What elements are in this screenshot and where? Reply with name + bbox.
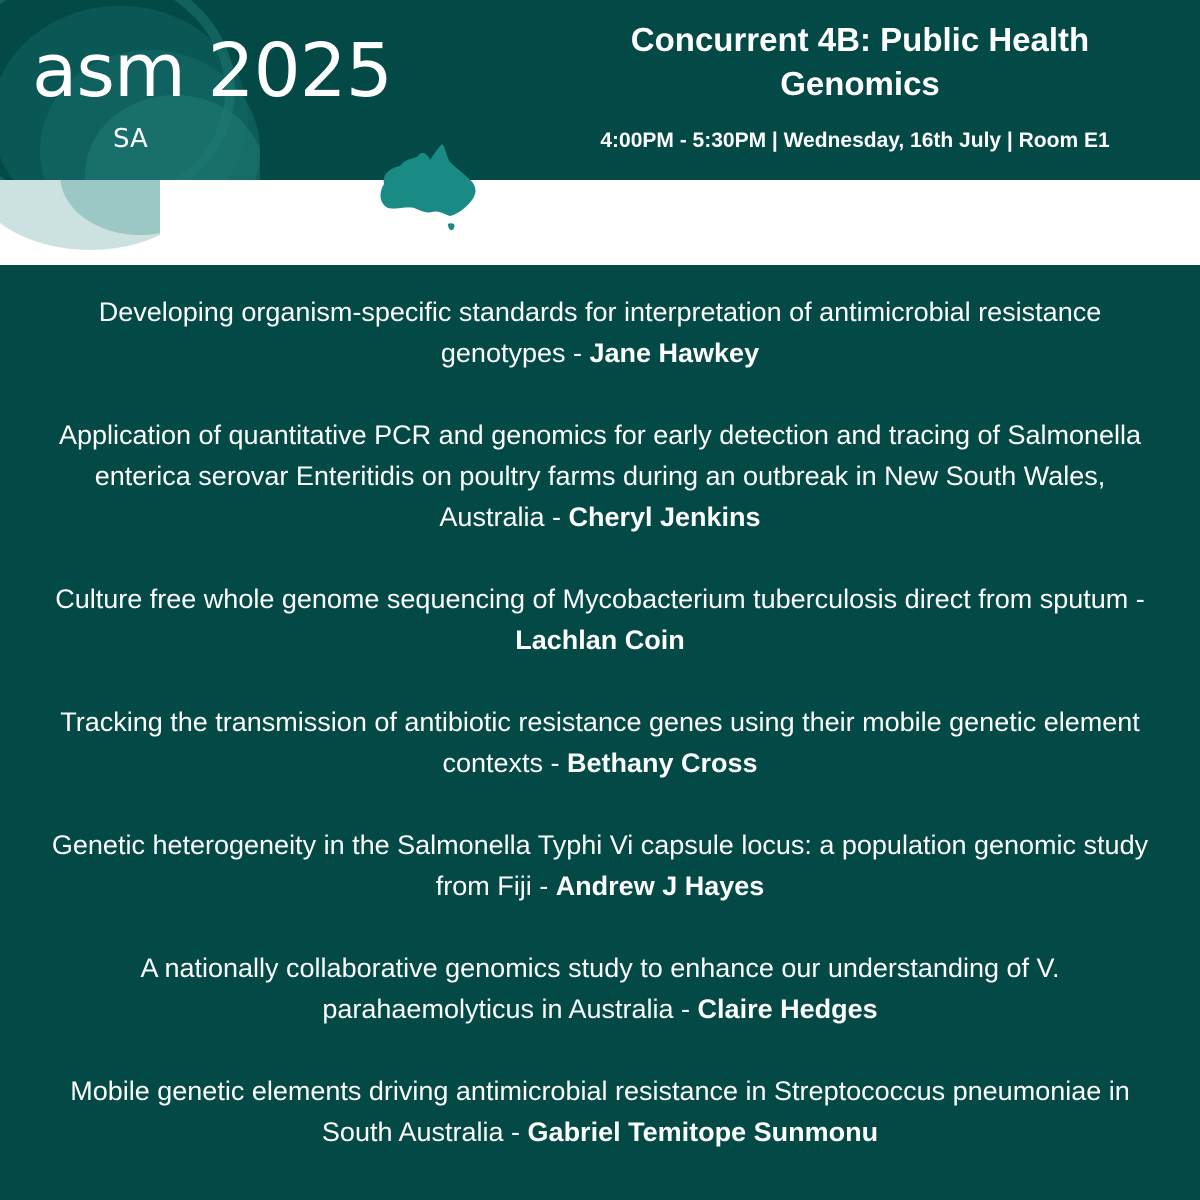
talk-title: A nationally collaborative genomics study to enhance our understanding of V. parahaemolyticus in Australia - bbox=[140, 953, 1060, 1024]
talk-speaker: Claire Hedges bbox=[697, 994, 878, 1024]
talk-title: Developing organism-specific standards for interpretation of antimicrobial resistance genotypes - bbox=[98, 297, 1102, 368]
talk-item bbox=[40, 415, 1160, 538]
talk-speaker: Andrew J Hayes bbox=[555, 871, 765, 901]
talk-title: Tracking the transmission of antibiotic resistance genes using their mobile genetic element contexts - bbox=[60, 707, 1140, 778]
brand-name: asm 2025 bbox=[32, 28, 392, 114]
decorative-rings-lower bbox=[0, 180, 160, 265]
talk-title: Genetic heterogeneity in the Salmonella Typhi Vi capsule locus: a population genomic study from Fiji - bbox=[51, 830, 1149, 901]
session-time: 4:00PM - 5:30PM | Wednesday, 16th July | Room E1 bbox=[600, 129, 1110, 152]
talk-item bbox=[40, 825, 1160, 907]
header bbox=[0, 0, 1200, 180]
talk-item bbox=[40, 1071, 1160, 1153]
talk-speaker: Cheryl Jenkins bbox=[568, 502, 761, 532]
talk-item bbox=[40, 292, 1160, 374]
talk-speaker: Lachlan Coin bbox=[515, 625, 685, 655]
talk-speaker: Bethany Cross bbox=[566, 748, 758, 778]
talk-item bbox=[40, 948, 1160, 1030]
talk-item bbox=[40, 702, 1160, 784]
talk-item bbox=[40, 579, 1160, 661]
talk-title: Application of quantitative PCR and genomics for early detection and tracing of Salmonella enterica serovar Enteritidis on poultry farms during an outbreak in New South Wales, Australia - bbox=[58, 420, 1142, 532]
talk-list bbox=[40, 292, 1160, 1194]
talk-speaker: Jane Hawkey bbox=[589, 338, 760, 368]
australia-map-icon bbox=[366, 140, 494, 236]
session-title: Concurrent 4B: Public Health Genomics bbox=[630, 21, 1090, 102]
talk-title: Mobile genetic elements driving antimicrobial resistance in Streptococcus pneumoniae in South Australia - bbox=[70, 1076, 1130, 1147]
talk-title: Culture free whole genome sequencing of Mycobacterium tuberculosis direct from sputum - bbox=[55, 584, 1145, 614]
logo-band bbox=[0, 180, 1200, 265]
brand-sub: SA bbox=[113, 124, 148, 154]
talk-speaker: Gabriel Temitope Sunmonu bbox=[527, 1117, 879, 1147]
